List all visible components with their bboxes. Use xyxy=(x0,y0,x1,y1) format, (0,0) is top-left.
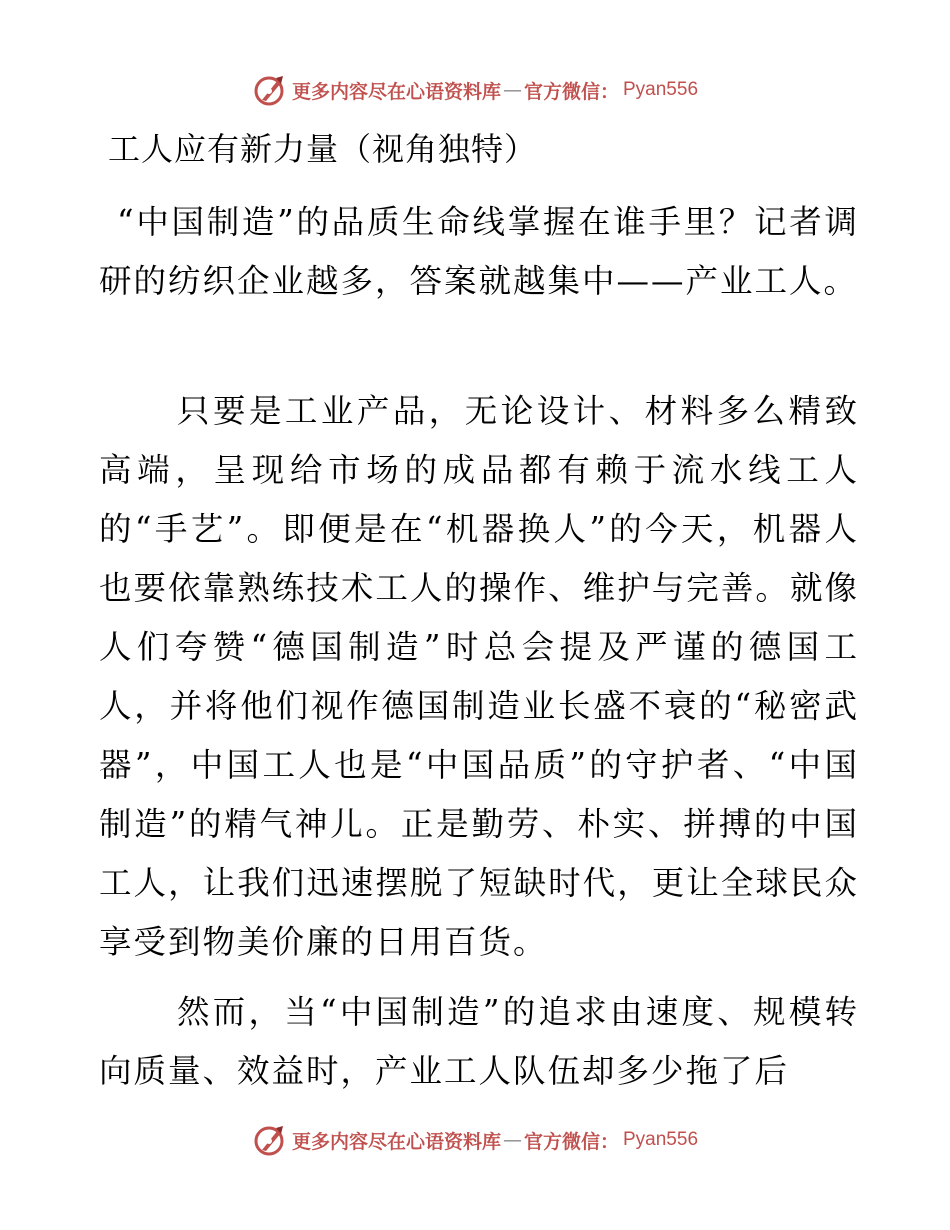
watermark-site-text: 更多内容尽在心语资料库 xyxy=(291,80,501,103)
quill-logo-icon xyxy=(252,72,288,108)
watermark-banner-top xyxy=(0,70,950,110)
watermark-wechat-label: 官方微信： xyxy=(523,80,619,103)
watermark-wechat-label: 官方微信： xyxy=(523,1130,619,1153)
watermark-separator: — xyxy=(502,1129,522,1151)
quill-logo-icon xyxy=(252,1122,288,1158)
watermark-banner-bottom xyxy=(0,1120,950,1160)
paragraph-2: 只要是工业产品，无论设计、材料多么精致高端，呈现给市场的成品都有赖于流水线工人的“手艺”。即便是在“机器换人”的今天，机器人也要依靠熟练技术工人的操作、维护与完善。就像人们夸赞“德国制造”时总会提及严谨的德国工人，并将他们视作德国制造业长盛不衰的“秘密武器”，中国工人也是“中国品质”的守护者、“中国制造”的精气神儿。正是勤劳、朴实、拼搏的中国工人，让我们迅速摆脱了短缺时代，更让全球民众享受到物美价廉的日用百货。 xyxy=(99,392,859,961)
watermark-wechat-id: Pyan556 xyxy=(623,79,699,100)
paragraph-1: “中国制造”的品质生命线掌握在谁手里？记者调研的纺织企业越多，答案就越集中——产业工人。 xyxy=(99,203,859,300)
watermark-wechat-id: Pyan556 xyxy=(623,1129,699,1150)
document-title: 工人应有新力量（视角独特） xyxy=(108,130,538,168)
watermark-separator: — xyxy=(502,79,522,101)
watermark-site-text: 更多内容尽在心语资料库 xyxy=(291,1130,501,1153)
paragraph-3: 然而，当“中国制造”的追求由速度、规模转向质量、效益时，产业工人队伍却多少拖了后 xyxy=(99,993,859,1090)
